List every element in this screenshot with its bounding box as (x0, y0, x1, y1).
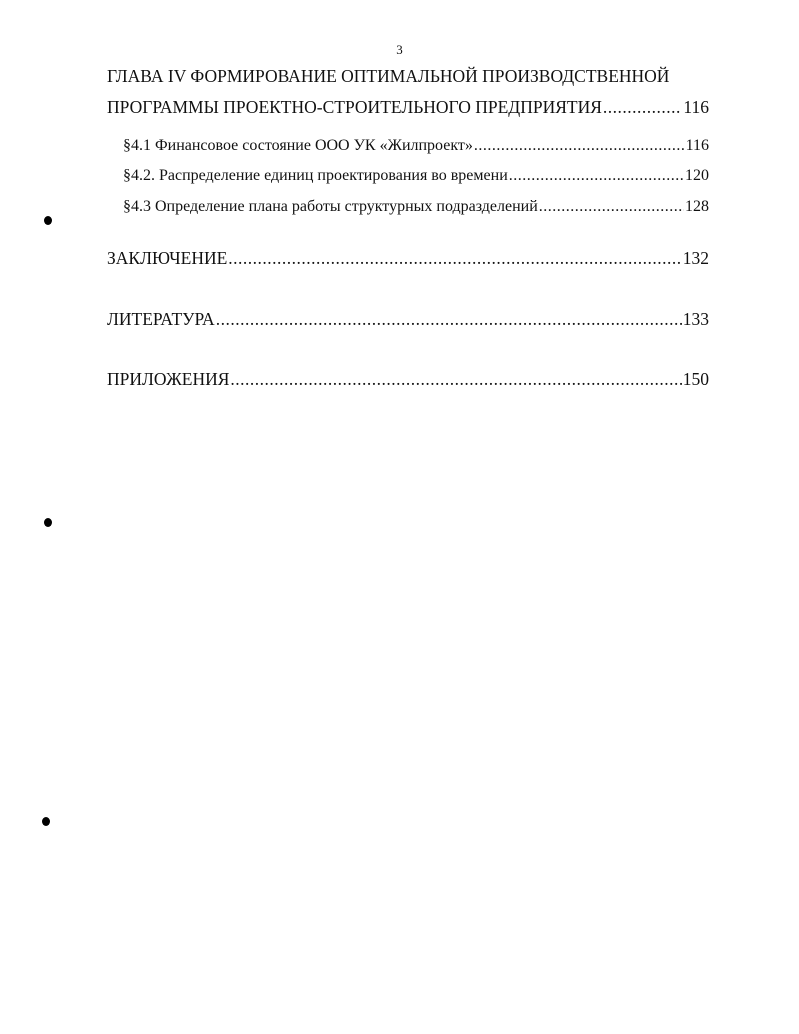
entry-page: 133 (682, 309, 709, 329)
dot-leader (228, 248, 681, 269)
binder-hole (44, 216, 52, 225)
entry-title: ЗАКЛЮЧЕНИЕ (107, 248, 228, 268)
binder-hole (44, 518, 52, 527)
toc-entry (107, 309, 709, 330)
toc-section (123, 198, 709, 216)
toc-entry (107, 248, 709, 269)
chapter-page: 116 (683, 97, 709, 117)
section-page: 128 (685, 198, 709, 215)
chapter-title-line2: ПРОГРАММЫ ПРОЕКТНО-СТРОИТЕЛЬНОГО ПРЕДПРИЯТИЯ (107, 97, 602, 117)
dot-leader (474, 137, 685, 155)
section-page: 120 (685, 167, 709, 184)
section-title: §4.3 Определение плана работы структурных подразделений (123, 198, 538, 215)
toc-section (123, 167, 709, 185)
binder-hole (42, 817, 50, 826)
entry-title: ЛИТЕРАТУРА (107, 309, 215, 329)
dot-leader (539, 198, 684, 216)
chapter-entry (107, 97, 709, 118)
dot-leader (216, 309, 682, 330)
entry-page: 132 (682, 248, 709, 268)
page-number: 3 (396, 42, 403, 57)
dot-leader (603, 97, 682, 118)
section-title: §4.1 Финансовое состояние ООО УК «Жилпроект» (123, 137, 473, 154)
entry-title: ПРИЛОЖЕНИЯ (107, 369, 230, 389)
entry-page: 150 (682, 369, 709, 389)
section-page: 116 (685, 137, 709, 154)
dot-leader (230, 369, 681, 390)
chapter-title-line1: ГЛАВА IV ФОРМИРОВАНИЕ ОПТИМАЛЬНОЙ ПРОИЗВОДСТВЕННОЙ (107, 66, 670, 86)
dot-leader (509, 167, 684, 185)
toc-section (123, 137, 709, 155)
toc-entry (107, 369, 709, 390)
section-title: §4.2. Распределение единиц проектирования во времени (123, 167, 508, 184)
